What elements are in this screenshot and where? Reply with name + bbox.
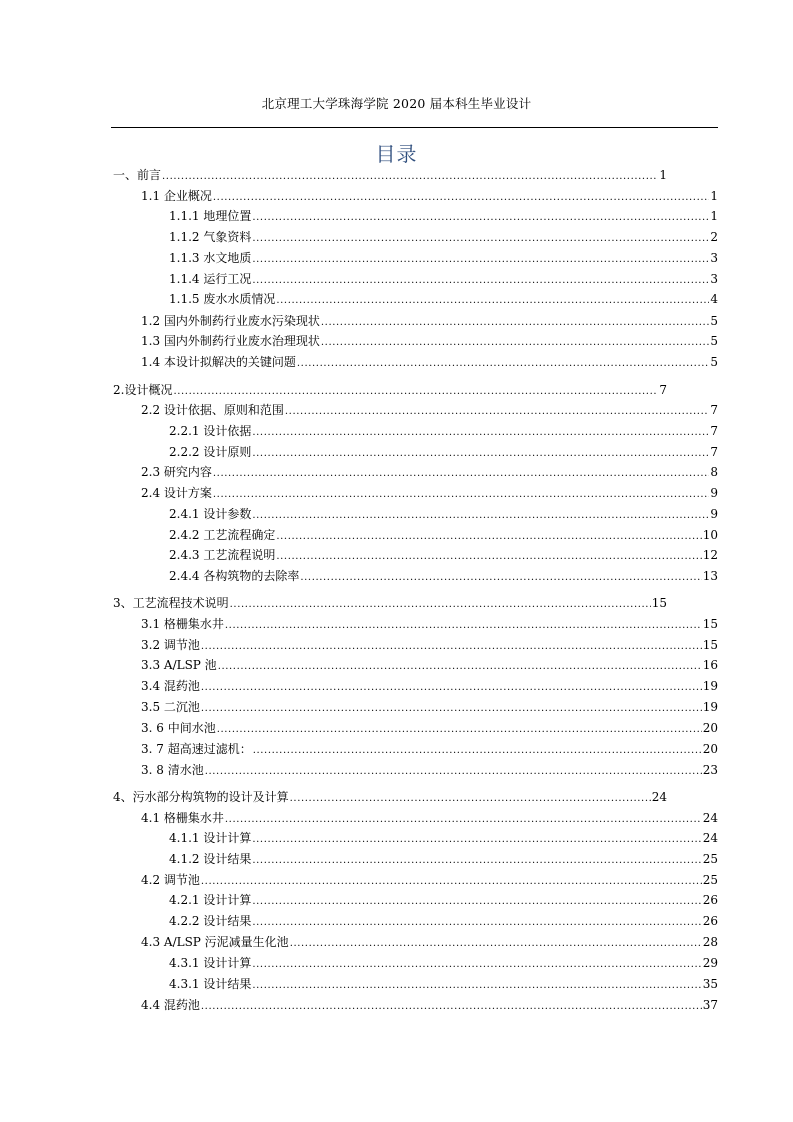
toc-dot-leader (252, 850, 701, 868)
toc-entry-label: 4、污水部分构筑物的设计及计算 (113, 790, 289, 804)
toc-entry-page-number: 10 (702, 528, 718, 542)
toc-entry[interactable] (141, 312, 718, 330)
toc-dot-leader (252, 954, 701, 972)
toc-entry-label: 3.4 混药池 (141, 679, 200, 693)
toc-entry-label: 4.1 格栅集水井 (141, 811, 224, 825)
toc-entry-label: 4.1.2 设计结果 (169, 852, 252, 866)
toc-dot-leader (252, 891, 701, 909)
toc-entry[interactable] (169, 829, 718, 847)
toc-entry-label: 2.4.1 设计参数 (169, 507, 252, 521)
toc-dot-leader (201, 636, 702, 654)
toc-dot-leader (225, 809, 702, 827)
toc-entry[interactable] (169, 567, 718, 585)
toc-entry[interactable] (141, 871, 718, 889)
toc-entry-page-number: 16 (702, 658, 718, 672)
toc-dot-leader (252, 505, 709, 523)
toc-dot-leader (213, 484, 709, 502)
toc-dot-leader (253, 740, 702, 758)
toc-entry-page-number: 19 (702, 679, 718, 693)
toc-entry-label: 1.3 国内外制药行业废水治理现状 (141, 334, 320, 348)
toc-entry-label: 2.2.2 设计原则 (169, 445, 252, 459)
toc-entry-page-number: 26 (702, 893, 718, 907)
toc-dot-leader (162, 166, 658, 184)
toc-dot-leader (252, 249, 709, 267)
toc-entry-label: 4.2.2 设计结果 (169, 914, 252, 928)
toc-dot-leader (285, 401, 709, 419)
toc-dot-leader (225, 615, 702, 633)
toc-entry-page-number: 7 (710, 403, 718, 417)
toc-entry-page-number: 2 (710, 230, 718, 244)
toc-entry-label: 1.4 本设计拟解决的关键问题 (141, 355, 296, 369)
toc-entry-label: 2.4.2 工艺流程确定 (169, 528, 276, 542)
toc-entry[interactable] (141, 353, 718, 371)
toc-dot-leader (230, 594, 651, 612)
toc-entry[interactable] (169, 422, 718, 440)
toc-entry-label: 4.4 混药池 (141, 998, 200, 1012)
toc-title: 目录 (375, 142, 418, 166)
toc-entry-label: 3.5 二沉池 (141, 700, 200, 714)
toc-entry[interactable] (169, 954, 718, 972)
toc-entry[interactable] (169, 443, 718, 461)
toc-entry[interactable] (141, 401, 718, 419)
toc-entry-page-number: 8 (710, 465, 718, 479)
toc-entry-page-number: 25 (702, 873, 718, 887)
toc-entry[interactable] (113, 594, 667, 612)
toc-entry-page-number: 3 (710, 251, 718, 265)
toc-entry-label: 2.2 设计依据、原则和范围 (141, 403, 284, 417)
toc-dot-leader (252, 443, 709, 461)
toc-dot-leader (276, 290, 709, 308)
toc-entry-label: 4.3.1 设计计算 (169, 956, 252, 970)
toc-dot-leader (205, 761, 702, 779)
toc-entry-page-number: 13 (702, 569, 718, 583)
toc-entry[interactable] (169, 891, 718, 909)
toc-entry-page-number: 25 (702, 852, 718, 866)
toc-entry-page-number: 5 (710, 334, 718, 348)
toc-dot-leader (213, 463, 709, 481)
toc-entry-label: 1.1.1 地理位置 (169, 209, 252, 223)
toc-entry-page-number: 9 (710, 507, 718, 521)
toc-dot-leader (218, 656, 702, 674)
toc-entry-page-number: 15 (651, 596, 667, 610)
toc-entry-label: 2.设计概况 (113, 383, 173, 397)
toc-entry-label: 3.2 调节池 (141, 638, 200, 652)
toc-entry-page-number: 15 (702, 638, 718, 652)
toc-entry-label: 3. 8 清水池 (141, 763, 204, 777)
toc-entry-label: 1.1 企业概况 (141, 189, 212, 203)
toc-entry[interactable] (169, 850, 718, 868)
toc-entry-label: 3.1 格栅集水井 (141, 617, 224, 631)
toc-entry-page-number: 24 (702, 811, 718, 825)
toc-entry[interactable] (169, 546, 718, 564)
toc-entry-page-number: 1 (710, 189, 718, 203)
toc-entry-page-number: 5 (710, 314, 718, 328)
toc-dot-leader (173, 381, 658, 399)
toc-entry[interactable] (169, 505, 718, 523)
toc-entry-page-number: 28 (702, 935, 718, 949)
toc-entry-label: 2.3 研究内容 (141, 465, 212, 479)
toc-entry[interactable] (113, 166, 667, 184)
toc-entry-page-number: 1 (659, 168, 667, 182)
toc-entry-page-number: 9 (710, 486, 718, 500)
toc-dot-leader (201, 698, 702, 716)
toc-entry-page-number: 1 (710, 209, 718, 223)
toc-entry-page-number: 20 (702, 742, 718, 756)
toc-entry[interactable] (141, 332, 718, 350)
toc-entry-page-number: 24 (702, 831, 718, 845)
toc-dot-leader (252, 975, 701, 993)
toc-dot-leader (252, 912, 701, 930)
toc-dot-leader (276, 526, 701, 544)
running-header: 北京理工大学珠海学院 2020 届本科生毕业设计 (261, 96, 532, 111)
toc-entry-label: 4.1.1 设计计算 (169, 831, 252, 845)
toc-entry[interactable] (169, 912, 718, 930)
toc-dot-leader (276, 546, 701, 564)
toc-dot-leader (201, 871, 702, 889)
toc-entry-label: 2.4.3 工艺流程说明 (169, 548, 276, 562)
toc-dot-leader (252, 270, 709, 288)
toc-entry-label: 3、工艺流程技术说明 (113, 596, 229, 610)
toc-entry[interactable] (141, 187, 718, 205)
toc-dot-leader (321, 332, 709, 350)
toc-entry-page-number: 7 (710, 424, 718, 438)
toc-entry[interactable] (141, 615, 718, 633)
toc-entry[interactable] (113, 381, 667, 399)
toc-entry-label: 4.3.1 设计结果 (169, 977, 252, 991)
toc-entry[interactable] (141, 933, 718, 951)
toc-entry[interactable] (141, 740, 718, 758)
toc-entry[interactable] (169, 526, 718, 544)
toc-entry-label: 4.2 调节池 (141, 873, 200, 887)
toc-entry-page-number: 37 (702, 998, 718, 1012)
toc-entry[interactable] (141, 656, 718, 674)
toc-entry[interactable] (141, 698, 718, 716)
toc-entry[interactable] (141, 677, 718, 695)
toc-dot-leader (213, 187, 709, 205)
toc-dot-leader (252, 829, 701, 847)
toc-entry-label: 4.3 A/LSP 污泥减量生化池 (141, 935, 289, 949)
toc-dot-leader (300, 567, 701, 585)
toc-entry[interactable] (169, 290, 718, 308)
toc-entry[interactable] (141, 761, 718, 779)
toc-dot-leader (297, 353, 709, 371)
toc-entry-page-number: 15 (702, 617, 718, 631)
toc-entry-page-number: 29 (702, 956, 718, 970)
toc-entry-label: 3. 7 超高速过滤机： (141, 742, 252, 756)
toc-entry-page-number: 26 (702, 914, 718, 928)
toc-entry-page-number: 5 (710, 355, 718, 369)
toc-entry-label: 1.1.5 废水水质情况 (169, 292, 276, 306)
toc-entry-page-number: 24 (651, 790, 667, 804)
toc-dot-leader (217, 719, 702, 737)
toc-dot-leader (201, 677, 702, 695)
toc-entry-page-number: 7 (710, 445, 718, 459)
toc-entry[interactable] (141, 996, 718, 1014)
toc-entry-label: 3. 6 中间水池 (141, 721, 216, 735)
toc-dot-leader (321, 312, 709, 330)
toc-entry-page-number: 20 (702, 721, 718, 735)
toc-entry[interactable] (169, 975, 718, 993)
toc-entry-label: 1.2 国内外制药行业废水污染现状 (141, 314, 320, 328)
toc-entry-label: 一、前言 (113, 168, 162, 182)
toc-entry[interactable] (141, 484, 718, 502)
toc-entry-page-number: 12 (702, 548, 718, 562)
toc-dot-leader (290, 933, 702, 951)
toc-entry-page-number: 4 (710, 292, 718, 306)
toc-entry-page-number: 19 (702, 700, 718, 714)
toc-entry-label: 4.2.1 设计计算 (169, 893, 252, 907)
toc-entry[interactable] (141, 719, 718, 737)
toc-dot-leader (201, 996, 702, 1014)
toc-dot-leader (290, 788, 651, 806)
toc-entry-page-number: 35 (702, 977, 718, 991)
toc-entry[interactable] (169, 228, 718, 246)
toc-entry-label: 2.2.1 设计依据 (169, 424, 252, 438)
toc-entry-label: 2.4.4 各构筑物的去除率 (169, 569, 300, 583)
toc-dot-leader (252, 228, 709, 246)
toc-entry-label: 3.3 A/LSP 池 (141, 658, 217, 672)
toc-entry-label: 1.1.4 运行工况 (169, 272, 252, 286)
toc-entry[interactable] (141, 809, 718, 827)
toc-entry[interactable] (169, 249, 718, 267)
toc-dot-leader (252, 207, 709, 225)
toc-entry[interactable] (169, 270, 718, 288)
toc-entry-page-number: 7 (659, 383, 667, 397)
toc-entry-page-number: 3 (710, 272, 718, 286)
toc-entry[interactable] (113, 788, 667, 806)
toc-entry-label: 1.1.2 气象资料 (169, 230, 252, 244)
toc-entry[interactable] (169, 207, 718, 225)
toc-entry-page-number: 23 (702, 763, 718, 777)
toc-entry-label: 1.1.3 水文地质 (169, 251, 252, 265)
toc-entry[interactable] (141, 636, 718, 654)
toc-dot-leader (252, 422, 709, 440)
toc-entry[interactable] (141, 463, 718, 481)
toc-entry-label: 2.4 设计方案 (141, 486, 212, 500)
